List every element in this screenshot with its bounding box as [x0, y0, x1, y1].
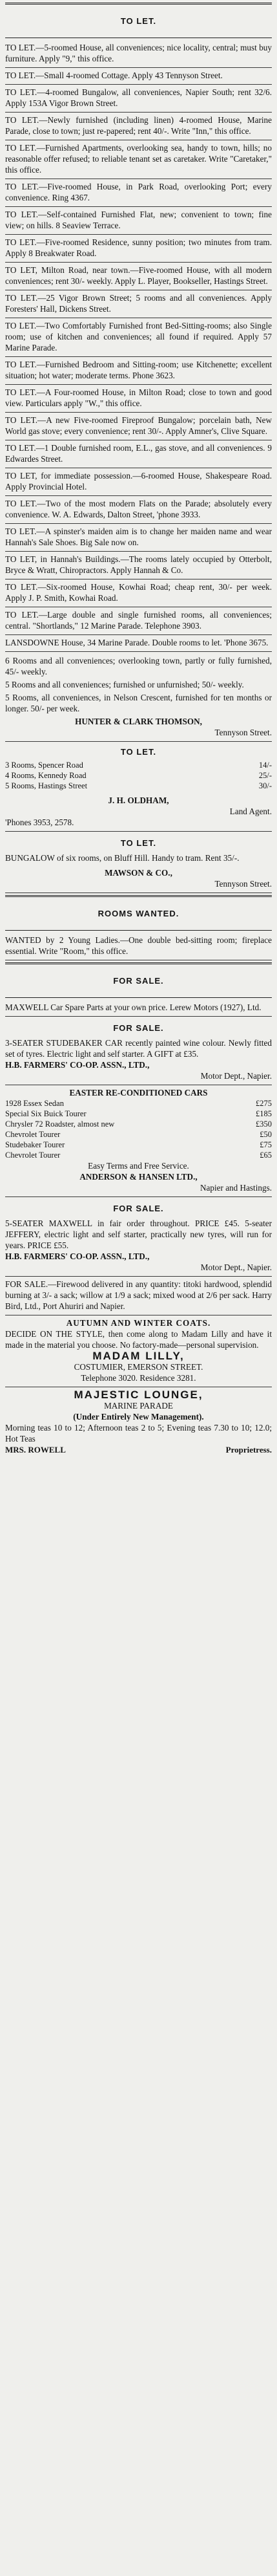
- to-let-ad: TO LET.—A new Five-roomed Fireproof Bungalow; porcelain bath, New World gas stove; every convenience; rent 30/-. Apply Amner's, Clive Square.: [5, 413, 272, 440]
- to-let-ad: TO LET.—A spinster's maiden aim is to change her maiden name and wear Hannah's Sale Shoes. Big Sale now on.: [5, 524, 272, 552]
- oldham-heading: TO LET.: [120, 747, 157, 757]
- for-sale-heading-rule: [5, 997, 272, 998]
- oldham-phones: 'Phones 3953, 2578.: [5, 817, 74, 827]
- lilly-heading: AUTUMN AND WINTER COATS.: [66, 1318, 211, 1328]
- easter-row: [5, 1150, 272, 1160]
- to-let-ad: TO LET.—Small 4-roomed Cottage. Apply 43 Tennyson Street.: [5, 68, 272, 85]
- hunter-item: 5 Rooms and all conveniences; furnished or unfurnished; 50/- weekly.: [5, 680, 244, 689]
- majestic-proprietor-row: [5, 1444, 272, 1455]
- to-let-ad: TO LET.—Two of the most modern Flats on the Parade; absolutely every convenience. W. A. Edwards, Dalton Street, 'phone 3933.: [5, 496, 272, 524]
- hunter-street: Tennyson Street.: [214, 728, 272, 737]
- majestic-proprietor: MRS. ROWELL: [5, 1445, 66, 1455]
- mawson-street: Tennyson Street.: [214, 879, 272, 889]
- studebaker-dept: Motor Dept., Napier.: [200, 1071, 272, 1081]
- oldham-row: [5, 781, 272, 791]
- easter-row-desc: Special Six Buick Tourer: [5, 1109, 87, 1118]
- mawson-name: MAWSON & CO.,: [105, 868, 172, 878]
- rooms-wanted-heading-rule: [5, 930, 272, 931]
- to-let-ad: LANSDOWNE House, 34 Marine Parade. Double rooms to let. 'Phone 3675.: [5, 635, 272, 652]
- to-let-ad: TO LET.—5-roomed House, all conveniences; nice locality, central; must buy furniture. Apply "9," this office.: [5, 40, 272, 68]
- to-let-ad: TO LET.—Six-roomed House, Kowhai Road; cheap rent, 30/- per week. Apply J. P. Smith, Kowhai Road.: [5, 579, 272, 607]
- to-let-ad: TO LET, in Hannah's Buildings.—The rooms lately occupied by Otterbolt, Bryce & Wratt, Chiropractors. Apply Hannah & Co.: [5, 552, 272, 579]
- majestic-location: MARINE PARADE: [104, 1401, 173, 1411]
- majestic-name: MAJESTIC LOUNGE,: [74, 1389, 203, 1401]
- lilly-phones: Telephone 3020. Residence 3281.: [81, 1373, 196, 1383]
- to-let-ad: TO LET.—A Four-roomed House, in Milton Road; close to town and good view. Particulars apply "W.," this office.: [5, 385, 272, 413]
- studebaker-company: H.B. FARMERS' CO-OP. ASSN., LTD.,: [5, 1060, 150, 1070]
- to-let-heading: TO LET.: [120, 16, 157, 26]
- rooms-wanted-rule: [5, 895, 272, 897]
- easter-heading: EASTER RE-CONDITIONED CARS: [69, 1088, 208, 1098]
- oldham-row-desc: 3 Rooms, Spencer Road: [5, 761, 83, 770]
- to-let-ad: TO LET.—Furnished Bedroom and Sitting-room; use Kitchenette; excellent situation; hot water; moderate terms. Phone 3623.: [5, 357, 272, 385]
- to-let-ad: TO LET.—1 Double furnished room, E.L., gas stove, and all conveniences. 9 Edwardes Street.: [5, 440, 272, 468]
- maxwell-sale-ad: [5, 1197, 272, 1277]
- easter-terms: Easy Terms and Free Service.: [88, 1161, 189, 1171]
- oldham-title: Land Agent.: [229, 806, 272, 816]
- majestic-body: Morning teas 10 to 12; Afternoon teas 2 to 5; Evening teas 7.30 to 10; 12.0; Hot Teas: [5, 1423, 272, 1444]
- oldham-row: [5, 760, 272, 770]
- to-let-ad: TO LET.—25 Vigor Brown Street; 5 rooms and all conveniences. Apply Foresters' Hall, Dickens Street.: [5, 290, 272, 318]
- easter-row-desc: Studebaker Tourer: [5, 1140, 65, 1149]
- easter-location: Napier and Hastings.: [200, 1183, 272, 1193]
- to-let-ad: TO LET, Milton Road, near town.—Five-roomed House, with all modern conveniences; rent 30/- weekly. Apply L. Player, Bookseller, Hastings Street.: [5, 263, 272, 290]
- lilly-body: DECIDE ON THE STYLE, then come along to Madam Lilly and have it made in the material you choose. No factory-made—personal supervision.: [5, 1329, 272, 1350]
- easter-ad: [5, 1085, 272, 1197]
- easter-row-price: £50: [260, 1130, 272, 1139]
- easter-row-price: £65: [260, 1151, 272, 1160]
- to-let-ad: TO LET.—Furnished Apartments, overlooking sea, handy to town, hills; no reasonable offer refused; to reliable tenant set as caretaker. Write "Caretaker," this office.: [5, 140, 272, 179]
- to-let-ad: TO LET, for immediate possession.—6-roomed House, Shakespeare Road. Apply Provincial Hotel.: [5, 468, 272, 496]
- easter-row: [5, 1140, 272, 1150]
- maxwell-sale-heading: FOR SALE.: [113, 1204, 164, 1213]
- majestic-prop-title: Proprietress.: [225, 1445, 272, 1455]
- easter-row-price: £75: [260, 1140, 272, 1149]
- rooms-wanted-ad: WANTED by 2 Young Ladies.—One double bed-sitting room; fireplace essential. Write "Room," this office.: [5, 933, 272, 960]
- studebaker-body: 3-SEATER STUDEBAKER CAR recently painted wine colour. Newly fitted set of tyres. Electric light and self starter. A GIFT at £35.: [5, 1038, 272, 1059]
- easter-row-desc: Chevrolet Tourer: [5, 1130, 61, 1139]
- easter-row: [5, 1098, 272, 1109]
- firewood-ad: FOR SALE.—Firewood delivered in any quantity: titoki hardwood, splendid burning at 3/- a sack; willow at 1/9 a sack; mixed wood at 2/6 per sack. Harry Bird, Ltd., Port Ahuriri and Napier.: [5, 1277, 272, 1315]
- for-sale-heading: FOR SALE.: [113, 976, 164, 986]
- mawson-ad: [5, 832, 272, 893]
- easter-row-desc: 1928 Essex Sedan: [5, 1099, 64, 1108]
- oldham-row-price: 25/-: [258, 771, 272, 780]
- easter-row-price: £185: [256, 1109, 272, 1118]
- oldham-row: [5, 770, 272, 781]
- rooms-wanted-heading: ROOMS WANTED.: [97, 909, 180, 918]
- to-let-ad: TO LET.—Self-contained Furnished Flat, new; convenient to town; fine view; on hills. 8 Seaview Terrace.: [5, 207, 272, 235]
- lilly-ad: [5, 1315, 272, 1387]
- oldham-row-desc: 5 Rooms, Hastings Street: [5, 781, 88, 790]
- to-let-ad: TO LET.—Two Comfortably Furnished front Bed-Sitting-rooms; also Single room; use of kitchen and conveniences; all found if required. Apply 57 Marine Parade.: [5, 318, 272, 357]
- newspaper-column: [5, 3, 272, 2571]
- majestic-subtitle: (Under Entirely New Management).: [73, 1412, 204, 1422]
- lilly-name: MADAM LILLY,: [92, 1350, 185, 1362]
- to-let-ad: TO LET.—Newly furnished (including linen) 4-roomed House, Marine Parade, close to town; just re-papered; rent 40/-. Write "Inn," this office.: [5, 113, 272, 140]
- oldham-ad: [5, 742, 272, 832]
- easter-row-price: £275: [256, 1099, 272, 1108]
- maxwell-sale-company: H.B. FARMERS' CO-OP. ASSN., LTD.,: [5, 1251, 150, 1261]
- easter-row-desc: Chevrolet Tourer: [5, 1151, 61, 1160]
- oldham-row-desc: 4 Rooms, Kennedy Road: [5, 771, 87, 780]
- mawson-body: BUNGALOW of six rooms, on Bluff Hill. Handy to tram. Rent 35/-.: [5, 853, 240, 863]
- easter-company: ANDERSON & HANSEN LTD.,: [79, 1172, 198, 1182]
- mawson-heading: TO LET.: [120, 838, 157, 848]
- hunter-agent: HUNTER & CLARK THOMSON,: [75, 717, 202, 726]
- easter-row-price: £350: [256, 1120, 272, 1129]
- to-let-ad-list: [5, 40, 272, 652]
- maxwell-sale-body: 5-SEATER MAXWELL in fair order throughout. PRICE £45. 5-seater JEFFERY, electric light and self starter, practically new tyres, will run for years. PRICE £55.: [5, 1218, 272, 1250]
- maxwell-parts-ad: MAXWELL Car Spare Parts at your own price. Lerew Motors (1927), Ltd.: [5, 1000, 272, 1017]
- to-let-ad: TO LET.—4-roomed Bungalow, all conveniences, Napier South; rent 32/6. Apply 153A Vigor Brown Street.: [5, 85, 272, 113]
- easter-row: [5, 1119, 272, 1129]
- easter-row-desc: Chrysler 72 Roadster, almost new: [5, 1120, 115, 1129]
- easter-row: [5, 1129, 272, 1140]
- for-sale-rule: [5, 962, 272, 964]
- oldham-name: J. H. OLDHAM,: [108, 796, 169, 805]
- hunter-item: 6 Rooms and all conveniences; overlooking town, partly or fully furnished, 45/- weekly.: [5, 656, 272, 676]
- easter-row: [5, 1109, 272, 1119]
- oldham-row-price: 14/-: [258, 761, 272, 770]
- majestic-ad: [5, 1387, 272, 1458]
- oldham-row-price: 30/-: [258, 781, 272, 790]
- to-let-ad: TO LET.—Five-roomed Residence, sunny position; two minutes from tram. Apply 8 Breakwater Road.: [5, 235, 272, 263]
- top-rule: [5, 3, 272, 5]
- to-let-ad: TO LET.—Five-roomed House, in Park Road, overlooking Port; every convenience. Ring 4367.: [5, 179, 272, 207]
- hunter-ad: [5, 653, 272, 742]
- hunter-item: 5 Rooms, all conveniences, in Nelson Crescent, furnished for ten months or longer. 50/- per week.: [5, 693, 272, 713]
- studebaker-ad: [5, 1017, 272, 1085]
- lilly-address: COSTUMIER, EMERSON STREET.: [74, 1362, 203, 1372]
- maxwell-sale-dept: Motor Dept., Napier.: [200, 1262, 272, 1272]
- studebaker-heading: FOR SALE.: [113, 1023, 164, 1033]
- to-let-ad: TO LET.—Large double and single furnished rooms, all conveniences; central. "Shortlands," 12 Marine Parade. Telephone 3903.: [5, 607, 272, 635]
